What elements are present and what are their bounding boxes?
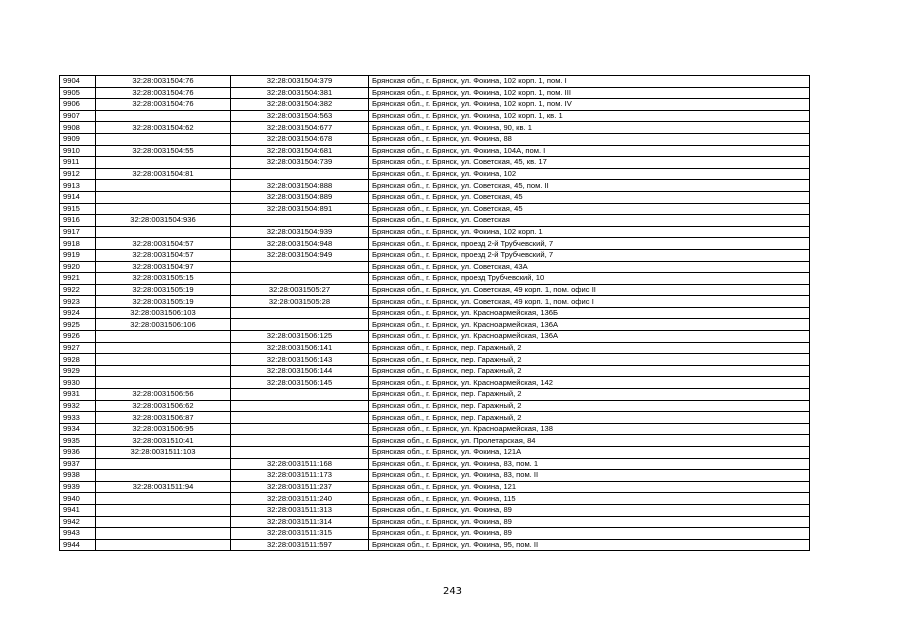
row-number-cell: 9908 bbox=[60, 122, 96, 134]
building-cadastral-number-cell: 32:28:0031506:106 bbox=[96, 319, 231, 331]
unit-cadastral-number-cell bbox=[231, 261, 369, 273]
unit-cadastral-number-cell: 32:28:0031506:141 bbox=[231, 342, 369, 354]
row-number-cell: 9934 bbox=[60, 423, 96, 435]
table-row bbox=[60, 435, 810, 447]
property-registry-table bbox=[59, 75, 810, 551]
table-row bbox=[60, 273, 810, 285]
address-cell: Брянская обл., г. Брянск, ул. Советская, 45, кв. 17 bbox=[369, 157, 810, 169]
row-number-cell: 9930 bbox=[60, 377, 96, 389]
building-cadastral-number-cell: 32:28:0031504:76 bbox=[96, 76, 231, 88]
address-cell: Брянская обл., г. Брянск, ул. Пролетарская, 84 bbox=[369, 435, 810, 447]
address-cell: Брянская обл., г. Брянск, ул. Фокина, 89 bbox=[369, 516, 810, 528]
unit-cadastral-number-cell: 32:28:0031511:314 bbox=[231, 516, 369, 528]
address-cell: Брянская обл., г. Брянск, ул. Советская bbox=[369, 215, 810, 227]
unit-cadastral-number-cell: 32:28:0031511:597 bbox=[231, 539, 369, 551]
building-cadastral-number-cell: 32:28:0031504:76 bbox=[96, 87, 231, 99]
building-cadastral-number-cell bbox=[96, 191, 231, 203]
table-row bbox=[60, 145, 810, 157]
unit-cadastral-number-cell: 32:28:0031506:145 bbox=[231, 377, 369, 389]
address-cell: Брянская обл., г. Брянск, ул. Красноармейская, 142 bbox=[369, 377, 810, 389]
building-cadastral-number-cell: 32:28:0031506:95 bbox=[96, 423, 231, 435]
unit-cadastral-number-cell: 32:28:0031504:889 bbox=[231, 191, 369, 203]
table-row bbox=[60, 354, 810, 366]
unit-cadastral-number-cell: 32:28:0031511:173 bbox=[231, 470, 369, 482]
row-number-cell: 9932 bbox=[60, 400, 96, 412]
row-number-cell: 9923 bbox=[60, 296, 96, 308]
table-row bbox=[60, 319, 810, 331]
address-cell: Брянская обл., г. Брянск, пер. Гаражный, 2 bbox=[369, 389, 810, 401]
table-row bbox=[60, 400, 810, 412]
building-cadastral-number-cell: 32:28:0031505:15 bbox=[96, 273, 231, 285]
address-cell: Брянская обл., г. Брянск, ул. Красноармейская, 136А bbox=[369, 331, 810, 343]
table-row bbox=[60, 342, 810, 354]
building-cadastral-number-cell bbox=[96, 203, 231, 215]
address-cell: Брянская обл., г. Брянск, пер. Гаражный, 2 bbox=[369, 342, 810, 354]
unit-cadastral-number-cell: 32:28:0031505:28 bbox=[231, 296, 369, 308]
building-cadastral-number-cell bbox=[96, 365, 231, 377]
unit-cadastral-number-cell: 32:28:0031504:681 bbox=[231, 145, 369, 157]
table-row bbox=[60, 389, 810, 401]
unit-cadastral-number-cell bbox=[231, 307, 369, 319]
address-cell: Брянская обл., г. Брянск, проезд 2-й Трубчевский, 7 bbox=[369, 249, 810, 261]
unit-cadastral-number-cell: 32:28:0031506:143 bbox=[231, 354, 369, 366]
row-number-cell: 9912 bbox=[60, 168, 96, 180]
row-number-cell: 9921 bbox=[60, 273, 96, 285]
building-cadastral-number-cell bbox=[96, 354, 231, 366]
table-row bbox=[60, 458, 810, 470]
unit-cadastral-number-cell bbox=[231, 400, 369, 412]
unit-cadastral-number-cell: 32:28:0031504:381 bbox=[231, 87, 369, 99]
building-cadastral-number-cell bbox=[96, 470, 231, 482]
building-cadastral-number-cell bbox=[96, 133, 231, 145]
address-cell: Брянская обл., г. Брянск, ул. Красноармейская, 136Б bbox=[369, 307, 810, 319]
unit-cadastral-number-cell: 32:28:0031511:237 bbox=[231, 481, 369, 493]
address-cell: Брянская обл., г. Брянск, ул. Фокина, 102 корп. 1, пом. I bbox=[369, 76, 810, 88]
address-cell: Брянская обл., г. Брянск, пер. Гаражный, 2 bbox=[369, 365, 810, 377]
address-cell: Брянская обл., г. Брянск, ул. Фокина, 102 корп. 1, кв. 1 bbox=[369, 110, 810, 122]
building-cadastral-number-cell: 32:28:0031506:103 bbox=[96, 307, 231, 319]
building-cadastral-number-cell: 32:28:0031505:19 bbox=[96, 296, 231, 308]
address-cell: Брянская обл., г. Брянск, ул. Фокина, 102 корп. 1, пом. IV bbox=[369, 99, 810, 111]
address-cell: Брянская обл., г. Брянск, пер. Гаражный, 2 bbox=[369, 400, 810, 412]
address-cell: Брянская обл., г. Брянск, ул. Советская, 43А bbox=[369, 261, 810, 273]
table-row bbox=[60, 493, 810, 505]
address-cell: Брянская обл., г. Брянск, ул. Фокина, 104А, пом. I bbox=[369, 145, 810, 157]
table-row bbox=[60, 226, 810, 238]
address-cell: Брянская обл., г. Брянск, пер. Гаражный, 2 bbox=[369, 354, 810, 366]
unit-cadastral-number-cell bbox=[231, 273, 369, 285]
building-cadastral-number-cell: 32:28:0031504:81 bbox=[96, 168, 231, 180]
table-row bbox=[60, 110, 810, 122]
row-number-cell: 9910 bbox=[60, 145, 96, 157]
unit-cadastral-number-cell bbox=[231, 168, 369, 180]
building-cadastral-number-cell: 32:28:0031510:41 bbox=[96, 435, 231, 447]
table-row bbox=[60, 76, 810, 88]
table-row bbox=[60, 133, 810, 145]
building-cadastral-number-cell: 32:28:0031506:62 bbox=[96, 400, 231, 412]
row-number-cell: 9941 bbox=[60, 504, 96, 516]
unit-cadastral-number-cell bbox=[231, 319, 369, 331]
row-number-cell: 9925 bbox=[60, 319, 96, 331]
table-row bbox=[60, 238, 810, 250]
row-number-cell: 9907 bbox=[60, 110, 96, 122]
table-row bbox=[60, 539, 810, 551]
unit-cadastral-number-cell bbox=[231, 389, 369, 401]
unit-cadastral-number-cell: 32:28:0031511:240 bbox=[231, 493, 369, 505]
row-number-cell: 9915 bbox=[60, 203, 96, 215]
address-cell: Брянская обл., г. Брянск, пер. Гаражный, 2 bbox=[369, 412, 810, 424]
building-cadastral-number-cell: 32:28:0031504:76 bbox=[96, 99, 231, 111]
address-cell: Брянская обл., г. Брянск, ул. Советская, 49 корп. 1, пом. офис II bbox=[369, 284, 810, 296]
row-number-cell: 9937 bbox=[60, 458, 96, 470]
row-number-cell: 9909 bbox=[60, 133, 96, 145]
row-number-cell: 9929 bbox=[60, 365, 96, 377]
table-row bbox=[60, 504, 810, 516]
address-cell: Брянская обл., г. Брянск, проезд Трубчевский, 10 bbox=[369, 273, 810, 285]
building-cadastral-number-cell bbox=[96, 377, 231, 389]
table-row bbox=[60, 528, 810, 540]
address-cell: Брянская обл., г. Брянск, ул. Советская, 45 bbox=[369, 191, 810, 203]
table-row bbox=[60, 307, 810, 319]
unit-cadastral-number-cell: 32:28:0031504:891 bbox=[231, 203, 369, 215]
table-row bbox=[60, 122, 810, 134]
address-cell: Брянская обл., г. Брянск, проезд 2-й Трубчевский, 7 bbox=[369, 238, 810, 250]
building-cadastral-number-cell bbox=[96, 331, 231, 343]
unit-cadastral-number-cell: 32:28:0031506:144 bbox=[231, 365, 369, 377]
address-cell: Брянская обл., г. Брянск, ул. Красноармейская, 138 bbox=[369, 423, 810, 435]
unit-cadastral-number-cell: 32:28:0031505:27 bbox=[231, 284, 369, 296]
table-row bbox=[60, 261, 810, 273]
unit-cadastral-number-cell: 32:28:0031504:379 bbox=[231, 76, 369, 88]
row-number-cell: 9940 bbox=[60, 493, 96, 505]
row-number-cell: 9933 bbox=[60, 412, 96, 424]
unit-cadastral-number-cell: 32:28:0031504:678 bbox=[231, 133, 369, 145]
row-number-cell: 9919 bbox=[60, 249, 96, 261]
table-row bbox=[60, 296, 810, 308]
row-number-cell: 9928 bbox=[60, 354, 96, 366]
unit-cadastral-number-cell: 32:28:0031504:949 bbox=[231, 249, 369, 261]
building-cadastral-number-cell: 32:28:0031504:97 bbox=[96, 261, 231, 273]
building-cadastral-number-cell: 32:28:0031504:57 bbox=[96, 249, 231, 261]
table-row bbox=[60, 203, 810, 215]
unit-cadastral-number-cell: 32:28:0031511:313 bbox=[231, 504, 369, 516]
table-row bbox=[60, 470, 810, 482]
building-cadastral-number-cell bbox=[96, 504, 231, 516]
unit-cadastral-number-cell bbox=[231, 412, 369, 424]
unit-cadastral-number-cell: 32:28:0031504:939 bbox=[231, 226, 369, 238]
unit-cadastral-number-cell bbox=[231, 215, 369, 227]
table-row bbox=[60, 180, 810, 192]
address-cell: Брянская обл., г. Брянск, ул. Фокина, 121А bbox=[369, 447, 810, 459]
row-number-cell: 9906 bbox=[60, 99, 96, 111]
building-cadastral-number-cell bbox=[96, 180, 231, 192]
row-number-cell: 9942 bbox=[60, 516, 96, 528]
table-row bbox=[60, 87, 810, 99]
building-cadastral-number-cell bbox=[96, 458, 231, 470]
building-cadastral-number-cell: 32:28:0031505:19 bbox=[96, 284, 231, 296]
unit-cadastral-number-cell: 32:28:0031504:382 bbox=[231, 99, 369, 111]
table-row bbox=[60, 331, 810, 343]
address-cell: Брянская обл., г. Брянск, ул. Фокина, 89 bbox=[369, 528, 810, 540]
unit-cadastral-number-cell: 32:28:0031504:948 bbox=[231, 238, 369, 250]
unit-cadastral-number-cell bbox=[231, 447, 369, 459]
row-number-cell: 9920 bbox=[60, 261, 96, 273]
unit-cadastral-number-cell: 32:28:0031504:677 bbox=[231, 122, 369, 134]
address-cell: Брянская обл., г. Брянск, ул. Фокина, 83, пом. 1 bbox=[369, 458, 810, 470]
table-row bbox=[60, 284, 810, 296]
address-cell: Брянская обл., г. Брянск, ул. Фокина, 102 корп. 1 bbox=[369, 226, 810, 238]
unit-cadastral-number-cell: 32:28:0031506:125 bbox=[231, 331, 369, 343]
table-row bbox=[60, 423, 810, 435]
unit-cadastral-number-cell bbox=[231, 423, 369, 435]
building-cadastral-number-cell: 32:28:0031506:56 bbox=[96, 389, 231, 401]
building-cadastral-number-cell: 32:28:0031506:87 bbox=[96, 412, 231, 424]
building-cadastral-number-cell bbox=[96, 528, 231, 540]
address-cell: Брянская обл., г. Брянск, ул. Фокина, 89 bbox=[369, 504, 810, 516]
address-cell: Брянская обл., г. Брянск, ул. Фокина, 95, пом. II bbox=[369, 539, 810, 551]
table-row bbox=[60, 249, 810, 261]
building-cadastral-number-cell bbox=[96, 110, 231, 122]
row-number-cell: 9944 bbox=[60, 539, 96, 551]
table-row bbox=[60, 516, 810, 528]
address-cell: Брянская обл., г. Брянск, ул. Фокина, 121 bbox=[369, 481, 810, 493]
page-number: 243 bbox=[442, 586, 463, 597]
address-cell: Брянская обл., г. Брянск, ул. Советская, 45, пом. II bbox=[369, 180, 810, 192]
unit-cadastral-number-cell: 32:28:0031504:888 bbox=[231, 180, 369, 192]
row-number-cell: 9927 bbox=[60, 342, 96, 354]
unit-cadastral-number-cell: 32:28:0031511:315 bbox=[231, 528, 369, 540]
address-cell: Брянская обл., г. Брянск, ул. Советская, 45 bbox=[369, 203, 810, 215]
address-cell: Брянская обл., г. Брянск, ул. Красноармейская, 136А bbox=[369, 319, 810, 331]
address-cell: Брянская обл., г. Брянск, ул. Фокина, 102 корп. 1, пом. III bbox=[369, 87, 810, 99]
address-cell: Брянская обл., г. Брянск, ул. Фокина, 90, кв. 1 bbox=[369, 122, 810, 134]
building-cadastral-number-cell bbox=[96, 226, 231, 238]
address-cell: Брянская обл., г. Брянск, ул. Фокина, 102 bbox=[369, 168, 810, 180]
row-number-cell: 9917 bbox=[60, 226, 96, 238]
table-row bbox=[60, 157, 810, 169]
row-number-cell: 9936 bbox=[60, 447, 96, 459]
row-number-cell: 9911 bbox=[60, 157, 96, 169]
building-cadastral-number-cell: 32:28:0031504:55 bbox=[96, 145, 231, 157]
building-cadastral-number-cell: 32:28:0031511:94 bbox=[96, 481, 231, 493]
building-cadastral-number-cell: 32:28:0031511:103 bbox=[96, 447, 231, 459]
row-number-cell: 9916 bbox=[60, 215, 96, 227]
unit-cadastral-number-cell: 32:28:0031504:739 bbox=[231, 157, 369, 169]
unit-cadastral-number-cell bbox=[231, 435, 369, 447]
row-number-cell: 9924 bbox=[60, 307, 96, 319]
building-cadastral-number-cell bbox=[96, 539, 231, 551]
building-cadastral-number-cell bbox=[96, 493, 231, 505]
table-row bbox=[60, 412, 810, 424]
row-number-cell: 9914 bbox=[60, 191, 96, 203]
building-cadastral-number-cell bbox=[96, 157, 231, 169]
row-number-cell: 9943 bbox=[60, 528, 96, 540]
row-number-cell: 9939 bbox=[60, 481, 96, 493]
table-row bbox=[60, 191, 810, 203]
row-number-cell: 9926 bbox=[60, 331, 96, 343]
unit-cadastral-number-cell: 32:28:0031511:168 bbox=[231, 458, 369, 470]
registry-table-body bbox=[60, 76, 810, 551]
table-row bbox=[60, 215, 810, 227]
building-cadastral-number-cell: 32:28:0031504:936 bbox=[96, 215, 231, 227]
table-row bbox=[60, 168, 810, 180]
row-number-cell: 9931 bbox=[60, 389, 96, 401]
row-number-cell: 9935 bbox=[60, 435, 96, 447]
row-number-cell: 9904 bbox=[60, 76, 96, 88]
building-cadastral-number-cell: 32:28:0031504:57 bbox=[96, 238, 231, 250]
row-number-cell: 9905 bbox=[60, 87, 96, 99]
building-cadastral-number-cell: 32:28:0031504:62 bbox=[96, 122, 231, 134]
building-cadastral-number-cell bbox=[96, 342, 231, 354]
table-row bbox=[60, 99, 810, 111]
address-cell: Брянская обл., г. Брянск, ул. Фокина, 88 bbox=[369, 133, 810, 145]
table-row bbox=[60, 377, 810, 389]
row-number-cell: 9913 bbox=[60, 180, 96, 192]
row-number-cell: 9938 bbox=[60, 470, 96, 482]
table-row bbox=[60, 365, 810, 377]
address-cell: Брянская обл., г. Брянск, ул. Фокина, 115 bbox=[369, 493, 810, 505]
row-number-cell: 9922 bbox=[60, 284, 96, 296]
unit-cadastral-number-cell: 32:28:0031504:563 bbox=[231, 110, 369, 122]
table-row bbox=[60, 447, 810, 459]
address-cell: Брянская обл., г. Брянск, ул. Советская, 49 корп. 1, пом. офис I bbox=[369, 296, 810, 308]
row-number-cell: 9918 bbox=[60, 238, 96, 250]
building-cadastral-number-cell bbox=[96, 516, 231, 528]
table-row bbox=[60, 481, 810, 493]
address-cell: Брянская обл., г. Брянск, ул. Фокина, 83, пом. II bbox=[369, 470, 810, 482]
